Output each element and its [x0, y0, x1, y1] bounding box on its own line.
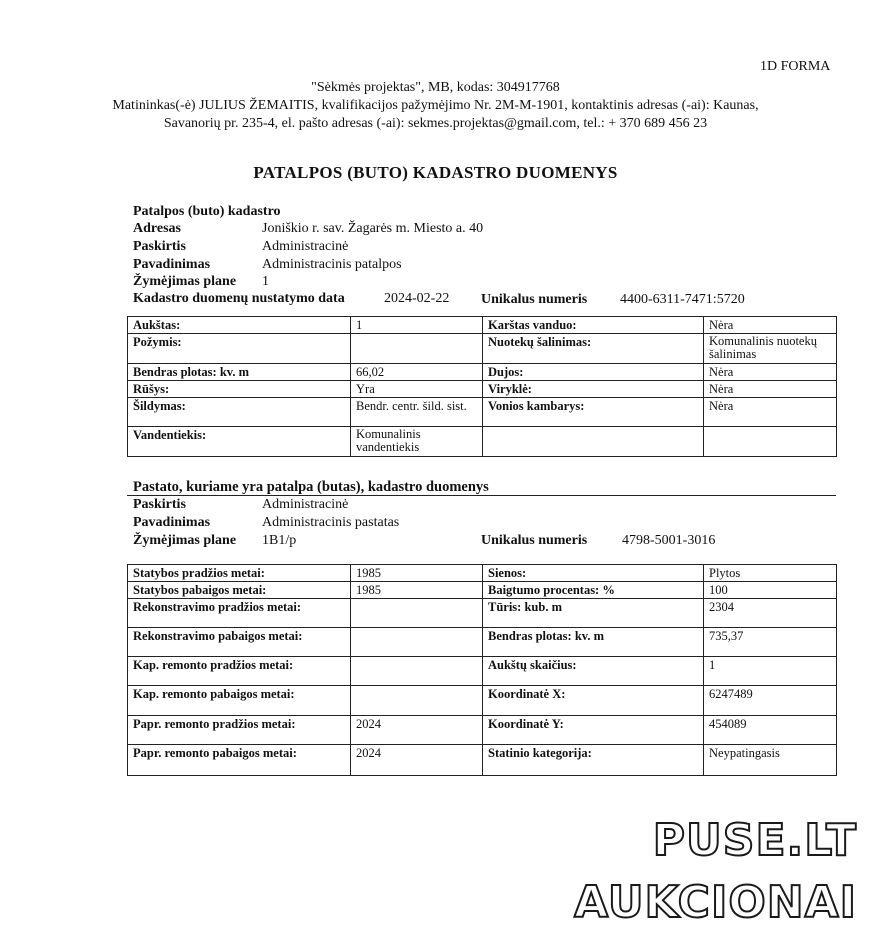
table-row [128, 582, 837, 599]
table-cell [351, 686, 483, 716]
table-cell: Papr. remonto pabaigos metai: [128, 745, 351, 776]
table-cell: Statybos pradžios metai: [128, 565, 351, 582]
table-cell: Aukštas: [128, 317, 351, 334]
table-row [128, 657, 837, 686]
form-code: 1D FORMA [760, 59, 831, 74]
table-cell: Kap. remonto pradžios metai: [128, 657, 351, 686]
table-cell: 2024 [351, 716, 483, 745]
premises-table [127, 316, 837, 457]
table-row [128, 599, 837, 628]
table-cell: Kap. remonto pabaigos metai: [128, 686, 351, 716]
table-row [128, 381, 837, 398]
table-cell [351, 657, 483, 686]
table-cell [351, 628, 483, 657]
table-cell: Bendras plotas: kv. m [128, 364, 351, 381]
table-cell: Vandentiekis: [128, 427, 351, 457]
table-row [128, 716, 837, 745]
cadastre-date-value: 2024-02-22 [384, 291, 450, 306]
table-row [128, 317, 837, 334]
building-purpose-label: Paskirtis [133, 497, 186, 512]
premises-section-title: Patalpos (buto) kadastro [133, 204, 281, 219]
table-cell: Yra [351, 381, 483, 398]
table-cell: Požymis: [128, 334, 351, 364]
table-row [128, 745, 837, 776]
table-cell: 735,37 [704, 628, 837, 657]
table-cell: Komunalinis vandentiekis [351, 427, 483, 457]
premises-plan-label: Žymėjimas plane [133, 274, 237, 289]
table-cell [351, 334, 483, 364]
company-line: "Sėkmės projektas", MB, kodas: 304917768 [311, 80, 560, 95]
table-cell: Statybos pabaigos metai: [128, 582, 351, 599]
table-row [128, 398, 837, 427]
cadastre-date-label: Kadastro duomenų nustatymo data [133, 291, 345, 306]
table-cell: Bendras plotas: kv. m [483, 628, 704, 657]
table-cell [704, 427, 837, 457]
premises-unique-value: 4400-6311-7471:5720 [620, 292, 745, 307]
table-cell: 1985 [351, 582, 483, 599]
table-cell: Rekonstravimo pabaigos metai: [128, 628, 351, 657]
table-cell: 1985 [351, 565, 483, 582]
table-row [128, 686, 837, 716]
table-cell: Rekonstravimo pradžios metai: [128, 599, 351, 628]
contact-line: Savanorių pr. 235-4, el. pašto adresas (-ai): sekmes.projektas@gmail.com, tel.: + 370 689 456 23 [163, 116, 708, 131]
watermark-line-2: AUKCIONAI [574, 877, 857, 928]
premises-address-value: Joniškio r. sav. Žagarės m. Miesto a. 40 [262, 221, 484, 236]
table-cell: Statinio kategorija: [483, 745, 704, 776]
surveyor-line: Matininkas(-ė) JULIUS ŽEMAITIS, kvalifikacijos pažymėjimo Nr. 2M-M-1901, kontaktinis adresas (-ai): Kaunas, [112, 98, 759, 113]
building-name-value: Administracinis pastatas [262, 515, 400, 530]
table-cell: Nėra [704, 381, 837, 398]
table-cell: Papr. remonto pradžios metai: [128, 716, 351, 745]
premises-purpose-label: Paskirtis [133, 239, 186, 254]
table-cell: Viryklė: [483, 381, 704, 398]
table-cell: Plytos [704, 565, 837, 582]
table-cell: 100 [704, 582, 837, 599]
table-row [128, 565, 837, 582]
table-cell: Neypatingasis [704, 745, 837, 776]
building-plan-value: 1B1/p [262, 533, 297, 548]
table-cell: Šildymas: [128, 398, 351, 427]
table-cell: Nėra [704, 398, 837, 427]
table-cell: Dujos: [483, 364, 704, 381]
table-cell: Nuotekų šalinimas: [483, 334, 704, 364]
building-unique-value: 4798-5001-3016 [622, 533, 716, 548]
table-cell: Koordinatė Y: [483, 716, 704, 745]
table-cell: Baigtumo procentas: % [483, 582, 704, 599]
building-unique-label: Unikalus numeris [481, 533, 588, 548]
table-cell: 66,02 [351, 364, 483, 381]
table-cell: 2024 [351, 745, 483, 776]
building-purpose-value: Administracinė [262, 497, 349, 512]
table-row [128, 628, 837, 657]
table-cell: Sienos: [483, 565, 704, 582]
table-cell: 1 [351, 317, 483, 334]
table-cell: 1 [704, 657, 837, 686]
document-title: PATALPOS (BUTO) KADASTRO DUOMENYS [253, 163, 618, 182]
watermark-line-1: PUSE.LT [652, 815, 857, 866]
table-cell: Aukštų skaičius: [483, 657, 704, 686]
premises-address-label: Adresas [133, 221, 181, 236]
building-plan-label: Žymėjimas plane [133, 533, 237, 548]
table-cell: Koordinatė X: [483, 686, 704, 716]
table-row [128, 334, 837, 364]
table-cell: Nėra [704, 364, 837, 381]
table-cell [351, 599, 483, 628]
table-cell: 2304 [704, 599, 837, 628]
premises-name-value: Administracinis patalpos [262, 257, 402, 272]
premises-unique-label: Unikalus numeris [481, 292, 588, 307]
table-cell: Vonios kambarys: [483, 398, 704, 427]
table-cell: Tūris: kub. m [483, 599, 704, 628]
premises-plan-value: 1 [262, 274, 269, 289]
table-cell: 454089 [704, 716, 837, 745]
table-cell: 6247489 [704, 686, 837, 716]
section-divider [127, 495, 836, 496]
premises-purpose-value: Administracinė [262, 239, 349, 254]
building-table [127, 564, 837, 776]
premises-name-label: Pavadinimas [133, 257, 211, 272]
building-section-title: Pastato, kuriame yra patalpa (butas), kadastro duomenys [133, 479, 489, 495]
building-name-label: Pavadinimas [133, 515, 211, 530]
table-row [128, 364, 837, 381]
table-cell [483, 427, 704, 457]
table-cell: Karštas vanduo: [483, 317, 704, 334]
table-cell: Rūšys: [128, 381, 351, 398]
table-cell: Komunalinis nuotekų šalinimas [704, 334, 837, 364]
table-cell: Nėra [704, 317, 837, 334]
table-cell: Bendr. centr. šild. sist. [351, 398, 483, 427]
table-row [128, 427, 837, 457]
